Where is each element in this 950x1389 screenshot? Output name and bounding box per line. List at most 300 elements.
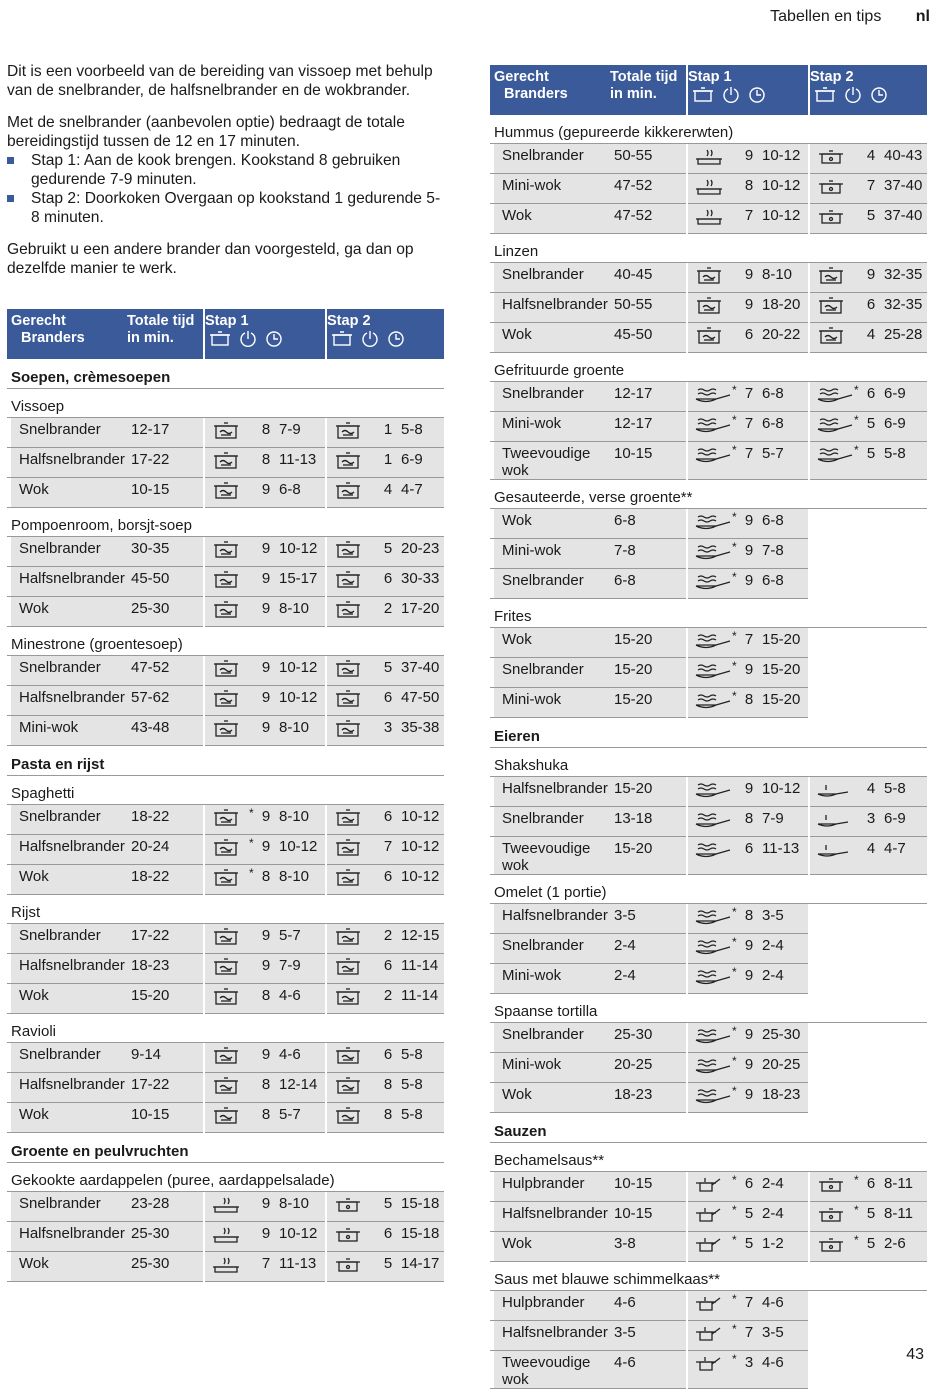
step-time: 11-14 bbox=[401, 957, 439, 974]
burner-name: Wok bbox=[11, 1103, 127, 1133]
burner-name: Halfsnelbrander bbox=[11, 567, 127, 597]
step-time: 2-4 bbox=[762, 967, 784, 984]
table-row bbox=[7, 1073, 444, 1103]
pot-icon bbox=[333, 987, 371, 1006]
intro-text bbox=[7, 62, 443, 291]
step-time: 6-8 bbox=[762, 415, 784, 432]
step1-cell bbox=[205, 686, 325, 716]
step1-cell: * 7 6-8 bbox=[688, 412, 808, 442]
step-time: 8-10 bbox=[279, 600, 310, 617]
step2-cell bbox=[810, 1083, 927, 1113]
table-row bbox=[7, 1252, 444, 1282]
total-time: 17-22 bbox=[127, 448, 203, 478]
step2-cell bbox=[327, 1252, 444, 1282]
pot-small-icon bbox=[816, 1175, 854, 1194]
power-level: 9 bbox=[744, 1056, 754, 1073]
dish-row: Ravioli bbox=[7, 1014, 444, 1043]
dish-row: Hummus (gepureerde kikkererwten) bbox=[490, 115, 927, 144]
power-level: 9 bbox=[744, 266, 754, 283]
step1-cell bbox=[205, 478, 325, 508]
step-time: 15-18 bbox=[401, 1225, 440, 1242]
total-time: 10-15 bbox=[127, 478, 203, 508]
power-level: 9 bbox=[744, 542, 754, 559]
step-time: 10-12 bbox=[279, 1225, 318, 1242]
step2-cell bbox=[810, 964, 927, 994]
step-time: 10-12 bbox=[279, 689, 318, 706]
intro-paragraph: Met de snelbrander (aanbevolen optie) bedraagt de totale bereidingstijd tussen de 12 en 17 minuten. bbox=[7, 114, 405, 150]
pot-icon bbox=[333, 659, 371, 678]
step-time: 10-12 bbox=[279, 659, 318, 676]
table-row bbox=[490, 1202, 927, 1232]
step2-cell: * 5 5-8 bbox=[810, 442, 927, 480]
power-level: 9 bbox=[261, 1195, 271, 1212]
power-level: 5 bbox=[744, 1205, 754, 1222]
step-time: 8-10 bbox=[279, 868, 310, 885]
power-level: 9 bbox=[866, 266, 876, 283]
step-bullet: Stap 2: Doorkoken Overgaan op kookstand 1 gedurende 5-8 minuten. bbox=[7, 189, 443, 227]
step-time: 3-5 bbox=[762, 907, 784, 924]
col-header-burners: Branders bbox=[21, 330, 85, 346]
burner-name: Halfsnelbrander bbox=[11, 686, 127, 716]
power-level: 7 bbox=[261, 1255, 271, 1272]
step-time: 6-9 bbox=[884, 415, 906, 432]
step-time: 10-12 bbox=[762, 207, 801, 224]
step1-cell bbox=[688, 807, 808, 837]
power-level: 9 bbox=[261, 540, 271, 557]
category-row: Pasta en rijst bbox=[7, 746, 444, 776]
col-header-step1: Stap 1 bbox=[688, 69, 732, 85]
step-time: 25-28 bbox=[884, 326, 923, 343]
pot-steam-icon bbox=[694, 147, 732, 166]
table-row bbox=[7, 418, 444, 448]
step-time: 15-17 bbox=[279, 570, 318, 587]
power-level: 5 bbox=[866, 415, 876, 432]
step-time: 25-30 bbox=[762, 1026, 801, 1043]
pot-icon bbox=[333, 808, 371, 827]
dish-row: Frites bbox=[490, 599, 927, 628]
step-header-icons bbox=[692, 86, 766, 104]
step-time: 4-7 bbox=[401, 481, 423, 498]
total-time: 50-55 bbox=[610, 144, 686, 174]
step1-cell bbox=[688, 777, 808, 807]
total-time: 3-5 bbox=[610, 1321, 686, 1351]
step2-cell bbox=[327, 1073, 444, 1103]
power-level: 6 bbox=[744, 840, 754, 857]
power-level: 9 bbox=[261, 927, 271, 944]
power-level: 7 bbox=[383, 838, 393, 855]
category-row: Eieren bbox=[490, 718, 927, 748]
step-time: 7-9 bbox=[279, 957, 301, 974]
pan-small-icon bbox=[816, 780, 854, 799]
step2-cell bbox=[810, 323, 927, 353]
step2-cell: * 5 2-6 bbox=[810, 1232, 927, 1262]
power-level: 9 bbox=[744, 937, 754, 954]
saucepan-icon bbox=[694, 1175, 732, 1194]
steps-list bbox=[7, 151, 443, 227]
step2-cell bbox=[810, 1291, 927, 1321]
total-time: 9-14 bbox=[127, 1043, 203, 1073]
power-level: 9 bbox=[744, 296, 754, 313]
step2-cell bbox=[810, 144, 927, 174]
cooking-table-left bbox=[7, 309, 444, 1282]
power-level: 6 bbox=[866, 296, 876, 313]
step2-cell bbox=[327, 597, 444, 627]
pan-icon bbox=[816, 415, 854, 434]
power-level-icon bbox=[844, 86, 862, 104]
step-time: 12-14 bbox=[279, 1076, 318, 1093]
step-time: 2-6 bbox=[884, 1235, 906, 1252]
power-level: 9 bbox=[744, 512, 754, 529]
total-time: 4-6 bbox=[610, 1351, 686, 1389]
power-level: 9 bbox=[261, 808, 271, 825]
power-level: 1 bbox=[383, 421, 393, 438]
power-level: 8 bbox=[383, 1106, 393, 1123]
pot-icon bbox=[211, 600, 249, 619]
step2-cell bbox=[327, 835, 444, 865]
step1-cell: * 7 3-5 bbox=[688, 1321, 808, 1351]
burner-name: Halfsnelbrander bbox=[11, 954, 127, 984]
total-time: 45-50 bbox=[610, 323, 686, 353]
total-time: 25-30 bbox=[127, 597, 203, 627]
table-row bbox=[490, 263, 927, 293]
power-level: 4 bbox=[866, 840, 876, 857]
step-time: 15-20 bbox=[762, 691, 801, 708]
pot-icon bbox=[692, 86, 714, 104]
power-level: 7 bbox=[744, 385, 754, 402]
pot-icon bbox=[694, 326, 732, 345]
burner-name: Mini-wok bbox=[494, 1053, 610, 1083]
pan-icon bbox=[694, 937, 732, 956]
step2-cell: * 5 6-9 bbox=[810, 412, 927, 442]
pot-icon bbox=[211, 868, 249, 887]
total-time: 12-17 bbox=[610, 382, 686, 412]
saucepan-icon bbox=[694, 1354, 732, 1373]
total-time: 13-18 bbox=[610, 807, 686, 837]
pot-icon bbox=[211, 987, 249, 1006]
clock-icon bbox=[265, 330, 283, 348]
burner-name: Wok bbox=[11, 478, 127, 508]
power-level: 9 bbox=[261, 1046, 271, 1063]
burner-name: Snelbrander bbox=[494, 934, 610, 964]
step2-cell bbox=[810, 837, 927, 875]
table-row bbox=[7, 1222, 444, 1252]
step1-cell: * 9 6-8 bbox=[688, 569, 808, 599]
step2-cell bbox=[327, 805, 444, 835]
table-row bbox=[490, 628, 927, 658]
step-time: 32-35 bbox=[884, 296, 923, 313]
table-row bbox=[490, 1291, 927, 1321]
step-time: 12-15 bbox=[401, 927, 440, 944]
power-level: 8 bbox=[261, 451, 271, 468]
step2-cell bbox=[327, 537, 444, 567]
step-time: 18-23 bbox=[762, 1086, 801, 1103]
pot-icon bbox=[333, 868, 371, 887]
step-time: 10-12 bbox=[401, 808, 440, 825]
step-time: 15-20 bbox=[762, 661, 801, 678]
power-level: 9 bbox=[261, 570, 271, 587]
power-level: 5 bbox=[866, 445, 876, 462]
power-level: 6 bbox=[383, 570, 393, 587]
table-row bbox=[490, 442, 927, 480]
burner-name: Snelbrander bbox=[494, 569, 610, 599]
pot-small-icon bbox=[333, 1195, 371, 1214]
section-title: Tabellen en tips bbox=[770, 8, 882, 25]
step2-cell bbox=[327, 656, 444, 686]
burner-name: Snelbrander bbox=[494, 382, 610, 412]
step2-cell bbox=[327, 1222, 444, 1252]
step-time: 6-9 bbox=[401, 451, 423, 468]
table-row bbox=[490, 323, 927, 353]
total-time: 3-5 bbox=[610, 904, 686, 934]
burner-name: Snelbrander bbox=[11, 924, 127, 954]
power-level: 9 bbox=[744, 572, 754, 589]
table-row bbox=[7, 716, 444, 746]
step1-cell: * 9 6-8 bbox=[688, 509, 808, 539]
power-level: 5 bbox=[866, 207, 876, 224]
burner-name: Wok bbox=[494, 509, 610, 539]
table-row bbox=[490, 964, 927, 994]
dish-row: Spaanse tortilla bbox=[490, 994, 927, 1023]
power-level: 6 bbox=[383, 689, 393, 706]
step-time: 5-8 bbox=[401, 1106, 423, 1123]
total-time: 57-62 bbox=[127, 686, 203, 716]
step1-cell: * 9 15-20 bbox=[688, 658, 808, 688]
pot-small-icon bbox=[333, 1255, 371, 1274]
step1-cell: * 5 1-2 bbox=[688, 1232, 808, 1262]
power-level: 2 bbox=[383, 927, 393, 944]
power-level: 9 bbox=[261, 719, 271, 736]
burner-name: Halfsnelbrander bbox=[494, 1202, 610, 1232]
power-level: 2 bbox=[383, 987, 393, 1004]
power-level: 6 bbox=[383, 868, 393, 885]
total-time: 18-22 bbox=[127, 865, 203, 895]
total-time: 15-20 bbox=[610, 688, 686, 718]
pot-icon bbox=[333, 689, 371, 708]
step-time: 18-20 bbox=[762, 296, 801, 313]
step1-cell bbox=[688, 323, 808, 353]
saucepan-icon bbox=[694, 1205, 732, 1224]
step1-cell: * 7 15-20 bbox=[688, 628, 808, 658]
burner-name: Halfsnelbrander bbox=[11, 1222, 127, 1252]
pan-icon bbox=[694, 780, 732, 799]
step-time: 37-40 bbox=[884, 207, 923, 224]
step1-cell: * 3 4-6 bbox=[688, 1351, 808, 1389]
burner-name: Wok bbox=[494, 1232, 610, 1262]
table-row bbox=[7, 805, 444, 835]
power-level: 8 bbox=[383, 1076, 393, 1093]
total-time: 20-25 bbox=[610, 1053, 686, 1083]
step-time: 11-13 bbox=[279, 1255, 317, 1272]
dish-row: Omelet (1 portie) bbox=[490, 875, 927, 904]
pot-icon bbox=[211, 451, 249, 470]
burner-name: Snelbrander bbox=[11, 805, 127, 835]
step1-cell bbox=[205, 984, 325, 1014]
step-time: 5-8 bbox=[401, 421, 423, 438]
burner-name: Wok bbox=[494, 323, 610, 353]
category-row: Sauzen bbox=[490, 1113, 927, 1143]
step1-cell bbox=[205, 924, 325, 954]
step-time: 7-9 bbox=[279, 421, 301, 438]
table-row bbox=[7, 1192, 444, 1222]
step-time: 37-40 bbox=[401, 659, 440, 676]
col-header-dish: Gerecht bbox=[494, 69, 549, 85]
step1-cell: * 9 2-4 bbox=[688, 964, 808, 994]
total-time: 50-55 bbox=[610, 293, 686, 323]
total-time: 17-22 bbox=[127, 1073, 203, 1103]
power-level: 6 bbox=[866, 385, 876, 402]
step-time: 8-10 bbox=[279, 808, 310, 825]
table-row bbox=[490, 144, 927, 174]
power-level: 9 bbox=[744, 1086, 754, 1103]
dish-row: Minestrone (groentesoep) bbox=[7, 627, 444, 656]
pot-small-icon bbox=[816, 207, 854, 226]
burner-name: Halfsnelbrander bbox=[11, 1073, 127, 1103]
step-time: 11-14 bbox=[401, 987, 439, 1004]
pot-icon bbox=[333, 1076, 371, 1095]
pot-steam-icon bbox=[211, 1255, 249, 1274]
power-level: 4 bbox=[866, 780, 876, 797]
pan-small-icon bbox=[816, 810, 854, 829]
table-row bbox=[490, 293, 927, 323]
burner-name: Halfsnelbrander bbox=[494, 1321, 610, 1351]
step1-cell bbox=[205, 537, 325, 567]
burner-name: Halfsnelbrander bbox=[11, 448, 127, 478]
burner-name: Wok bbox=[11, 1252, 127, 1282]
pot-icon bbox=[333, 481, 371, 500]
total-time: 43-48 bbox=[127, 716, 203, 746]
step1-cell bbox=[205, 716, 325, 746]
step-bullet: Stap 1: Aan de kook brengen. Kookstand 8 gebruiken gedurende 7-9 minuten. bbox=[7, 151, 443, 189]
total-time: 10-15 bbox=[127, 1103, 203, 1133]
table-row bbox=[490, 904, 927, 934]
pot-icon bbox=[333, 719, 371, 738]
power-level: 9 bbox=[261, 689, 271, 706]
step-time: 8-11 bbox=[884, 1205, 913, 1222]
step-time: 30-33 bbox=[401, 570, 440, 587]
total-time: 3-8 bbox=[610, 1232, 686, 1262]
language-code: nl bbox=[915, 8, 930, 25]
power-level: 6 bbox=[744, 1175, 754, 1192]
pot-icon bbox=[211, 570, 249, 589]
total-time: 25-30 bbox=[127, 1222, 203, 1252]
step2-cell bbox=[810, 509, 927, 539]
step-header-icons bbox=[331, 330, 405, 348]
step1-cell bbox=[205, 1192, 325, 1222]
power-level: 8 bbox=[744, 907, 754, 924]
burner-name: Halfsnelbrander bbox=[494, 904, 610, 934]
step2-cell bbox=[327, 567, 444, 597]
power-level: 7 bbox=[744, 631, 754, 648]
category-row: Groente en peulvruchten bbox=[7, 1133, 444, 1163]
total-time: 15-20 bbox=[610, 837, 686, 875]
step1-cell bbox=[205, 1043, 325, 1073]
step-time: 17-20 bbox=[401, 600, 440, 617]
step-time: 6-8 bbox=[279, 481, 301, 498]
step-time: 4-6 bbox=[279, 987, 301, 1004]
pan-icon bbox=[694, 1086, 732, 1105]
total-time: 15-20 bbox=[127, 984, 203, 1014]
step-time: 35-38 bbox=[401, 719, 440, 736]
table-row bbox=[490, 1172, 927, 1202]
burner-name: Tweevoudige wok bbox=[494, 837, 610, 875]
step-time: 4-6 bbox=[762, 1354, 784, 1371]
total-time: 2-4 bbox=[610, 964, 686, 994]
step-time: 2-4 bbox=[762, 1175, 784, 1192]
step-time: 8-10 bbox=[279, 1195, 310, 1212]
step-time: 11-13 bbox=[762, 840, 800, 857]
total-time: 18-22 bbox=[127, 805, 203, 835]
burner-name: Mini-wok bbox=[11, 716, 127, 746]
table-row bbox=[490, 539, 927, 569]
power-level: 8 bbox=[261, 1076, 271, 1093]
pot-small-icon bbox=[816, 147, 854, 166]
cooking-table-right bbox=[490, 65, 927, 1389]
pot-icon bbox=[816, 296, 854, 315]
clock-icon bbox=[387, 330, 405, 348]
step1-cell bbox=[205, 1073, 325, 1103]
step1-cell: * 9 20-25 bbox=[688, 1053, 808, 1083]
table-row bbox=[7, 835, 444, 865]
step-time: 11-13 bbox=[279, 451, 317, 468]
pot-small-icon bbox=[816, 177, 854, 196]
power-level: 9 bbox=[744, 147, 754, 164]
pot-icon bbox=[333, 540, 371, 559]
pot-icon bbox=[333, 1046, 371, 1065]
step2-cell bbox=[810, 904, 927, 934]
power-level: 7 bbox=[744, 207, 754, 224]
step1-cell bbox=[205, 1222, 325, 1252]
table-row bbox=[490, 174, 927, 204]
step1-cell: * 6 2-4 bbox=[688, 1172, 808, 1202]
power-level: 6 bbox=[383, 1046, 393, 1063]
step-time: 2-4 bbox=[762, 937, 784, 954]
pan-icon bbox=[816, 445, 854, 464]
step-time: 20-22 bbox=[762, 326, 801, 343]
power-level: 9 bbox=[744, 780, 754, 797]
pot-icon bbox=[211, 421, 249, 440]
col-header-step2: Stap 2 bbox=[327, 313, 371, 329]
pot-icon bbox=[816, 266, 854, 285]
step-time: 4-6 bbox=[762, 1294, 784, 1311]
step-time: 5-8 bbox=[884, 445, 906, 462]
power-level: 7 bbox=[744, 445, 754, 462]
power-level: 9 bbox=[261, 481, 271, 498]
table-row bbox=[490, 934, 927, 964]
burner-name: Mini-wok bbox=[494, 964, 610, 994]
step-time: 10-12 bbox=[401, 838, 440, 855]
step-time: 6-9 bbox=[884, 810, 906, 827]
power-level-icon bbox=[361, 330, 379, 348]
dish-row: Pompoenroom, borsjt-soep bbox=[7, 508, 444, 537]
table-row bbox=[7, 954, 444, 984]
step-time: 3-5 bbox=[762, 1324, 784, 1341]
pan-icon bbox=[694, 907, 732, 926]
step1-cell: * 9 18-23 bbox=[688, 1083, 808, 1113]
table-row bbox=[490, 1053, 927, 1083]
burner-name: Wok bbox=[494, 628, 610, 658]
step2-cell bbox=[327, 686, 444, 716]
dish-row: Rijst bbox=[7, 895, 444, 924]
total-time: 6-8 bbox=[610, 569, 686, 599]
power-level: 2 bbox=[383, 600, 393, 617]
step-time: 14-17 bbox=[401, 1255, 440, 1272]
step2-cell bbox=[327, 865, 444, 895]
step-time: 5-8 bbox=[884, 780, 906, 797]
power-level: 9 bbox=[744, 967, 754, 984]
step2-cell bbox=[810, 293, 927, 323]
pot-icon bbox=[209, 330, 231, 348]
step2-cell bbox=[327, 1192, 444, 1222]
